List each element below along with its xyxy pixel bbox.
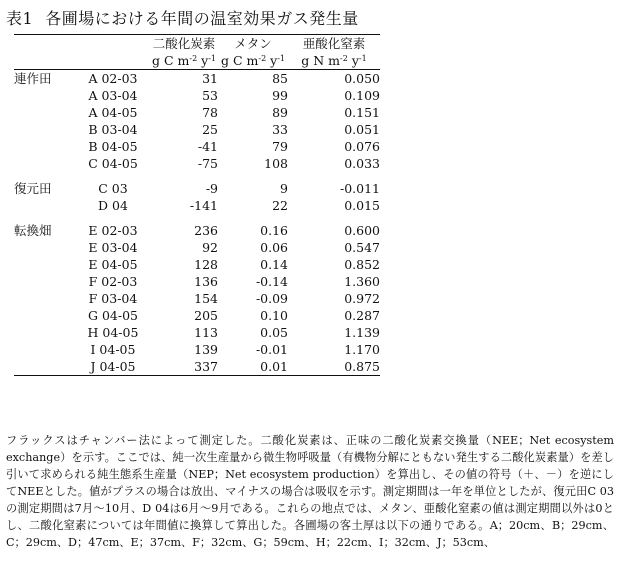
co2-cell: 205	[194, 308, 218, 323]
n2o-cell: 1.139	[344, 325, 380, 340]
co2-cell: 78	[202, 105, 218, 120]
n2o-cell: 0.033	[344, 156, 380, 171]
table-row	[14, 121, 380, 138]
ch4-cell: 0.05	[260, 325, 288, 340]
header-spacer	[14, 52, 76, 70]
n2o-cell: 0.875	[344, 359, 380, 374]
unit-ch4: g C $m^{-2}$ $y^{-1}$	[220, 53, 285, 68]
ch4-cell: 0.10	[260, 308, 288, 323]
site-cell: G 04-05	[88, 308, 138, 323]
ch4-cell: 89	[272, 105, 288, 120]
ch4-cell: 33	[272, 122, 288, 137]
site-cell: E 03-04	[88, 240, 138, 255]
table-row	[14, 239, 380, 256]
group-spacer	[14, 172, 380, 180]
group-label: 復元田	[14, 181, 52, 196]
ch4-cell: 99	[272, 88, 288, 103]
co2-cell: 154	[194, 291, 218, 306]
site-cell: A 04-05	[88, 105, 138, 120]
table-row	[14, 138, 380, 155]
co2-cell: 128	[194, 257, 218, 272]
ch4-cell: -0.14	[255, 274, 288, 289]
table-row	[14, 341, 380, 358]
ch4-cell: 79	[272, 139, 288, 154]
table-row	[14, 324, 380, 341]
site-cell: A 03-04	[88, 88, 138, 103]
n2o-cell: 0.051	[344, 122, 380, 137]
site-cell: B 04-05	[88, 139, 138, 154]
n2o-cell: 0.547	[344, 240, 380, 255]
site-cell: D 04	[98, 198, 128, 213]
n2o-cell: 0.972	[344, 291, 380, 306]
site-cell: F 03-04	[88, 291, 138, 306]
unit-co2: g C $m^{-2}$ $y^{-1}$	[151, 53, 216, 68]
ch4-cell: 9	[280, 181, 288, 196]
group-label	[14, 239, 76, 256]
site-cell: E 02-03	[88, 223, 138, 238]
n2o-cell: 1.170	[344, 342, 380, 357]
ch4-cell: 85	[272, 71, 288, 86]
site-cell: B 03-04	[88, 122, 138, 137]
group-label	[14, 87, 76, 104]
co2-cell: -141	[189, 198, 218, 213]
site-cell: C 04-05	[88, 156, 138, 171]
group-label	[14, 197, 76, 214]
group-label	[14, 256, 76, 273]
header-spacer	[76, 35, 150, 53]
co2-cell: 113	[194, 325, 218, 340]
n2o-cell: 0.151	[344, 105, 380, 120]
table-row	[14, 222, 380, 239]
ch4-cell: -0.01	[255, 342, 288, 357]
header-row-names	[14, 35, 380, 53]
n2o-cell: -0.011	[339, 181, 380, 196]
header-co2: 二酸化炭素	[152, 36, 216, 51]
table-body	[14, 70, 380, 376]
n2o-cell: 1.360	[344, 274, 380, 289]
ch4-cell: 0.06	[260, 240, 288, 255]
unit-n2o: g N $m^{-2}$ $y^{-1}$	[301, 53, 367, 68]
table-title	[6, 6, 359, 29]
group-label	[14, 358, 76, 376]
group-label	[14, 121, 76, 138]
table-row	[14, 307, 380, 324]
table-row	[14, 358, 380, 376]
table-title-text: 各圃場における年間の温室効果ガス発生量	[45, 9, 359, 28]
group-label	[14, 324, 76, 341]
group-label: 連作田	[14, 71, 52, 86]
table-row	[14, 180, 380, 197]
ch4-cell: 108	[264, 156, 288, 171]
group-label	[14, 341, 76, 358]
table-row	[14, 155, 380, 172]
site-cell: A 02-03	[88, 71, 138, 86]
table-row	[14, 273, 380, 290]
group-label	[14, 307, 76, 324]
table-number: 表1	[6, 9, 34, 28]
co2-cell: -41	[197, 139, 218, 154]
group-label	[14, 138, 76, 155]
n2o-cell: 0.050	[344, 71, 380, 86]
header-spacer	[14, 35, 76, 53]
co2-cell: 25	[202, 122, 218, 137]
n2o-cell: 0.600	[344, 223, 380, 238]
group-label	[14, 273, 76, 290]
co2-cell: 92	[202, 240, 218, 255]
site-cell: I 04-05	[90, 342, 136, 357]
co2-cell: 136	[194, 274, 218, 289]
site-cell: C 03	[98, 181, 128, 196]
group-spacer	[14, 214, 380, 222]
ch4-cell: 0.01	[260, 359, 288, 374]
n2o-cell: 0.852	[344, 257, 380, 272]
n2o-cell: 0.109	[344, 88, 380, 103]
ch4-cell: 22	[272, 198, 288, 213]
n2o-cell: 0.015	[344, 198, 380, 213]
co2-cell: 337	[194, 359, 218, 374]
table-row	[14, 290, 380, 307]
ch4-cell: 0.14	[260, 257, 288, 272]
table-row	[14, 104, 380, 121]
header-row-units	[14, 52, 380, 70]
table-row	[14, 87, 380, 104]
group-label	[14, 290, 76, 307]
group-label: 転換畑	[14, 223, 52, 238]
group-label	[14, 155, 76, 172]
group-label	[14, 104, 76, 121]
co2-cell: 139	[194, 342, 218, 357]
table-row	[14, 70, 380, 88]
site-cell: J 04-05	[90, 359, 136, 374]
ch4-cell: -0.09	[255, 291, 288, 306]
ch4-cell: 0.16	[260, 223, 288, 238]
n2o-cell: 0.076	[344, 139, 380, 154]
co2-cell: 53	[202, 88, 218, 103]
site-cell: E 04-05	[88, 257, 138, 272]
co2-cell: 236	[194, 223, 218, 238]
site-cell: H 04-05	[87, 325, 139, 340]
co2-cell: -75	[197, 156, 218, 171]
header-ch4: メタン	[234, 36, 272, 51]
table-row	[14, 256, 380, 273]
co2-cell: 31	[202, 71, 218, 86]
header-n2o: 亜酸化窒素	[302, 36, 366, 51]
table-row	[14, 197, 380, 214]
header-spacer	[76, 52, 150, 70]
site-cell: F 02-03	[88, 274, 138, 289]
emissions-table	[14, 34, 380, 376]
co2-cell: -9	[205, 181, 218, 196]
n2o-cell: 0.287	[344, 308, 380, 323]
footnote: フラックスはチャンバー法によって測定した。二酸化炭素は、正味の二酸化炭素交換量（NEE；Net ecosystem exchange）を示す。ここでは、純一次生産量から微生物呼吸量（有機物分解にともない発生する二酸化炭素量）を差し引いて求められる純生態系生産量（NEP；Net ecosystem production）を算出し、その値の符号（＋、－）を逆にしてNEEとした。値がプラスの場合は放出、マイナスの場合は吸収を示す。測定期間は一年を単位としたが、復元田C 03の測定期間は7月～10月、D 04は6月～9月である。これらの地点では、メタン、亜酸化窒素の値は測定期間以外は0とし、二酸化窒素については年間値に換算して算出した。各圃場の客土厚は以下の通りである。A；20cm、B；29cm、C；29cm、D；47cm、E；37cm、F；32cm、G；59cm、H；22cm、I；32cm、J；53cm、	[6, 434, 614, 549]
